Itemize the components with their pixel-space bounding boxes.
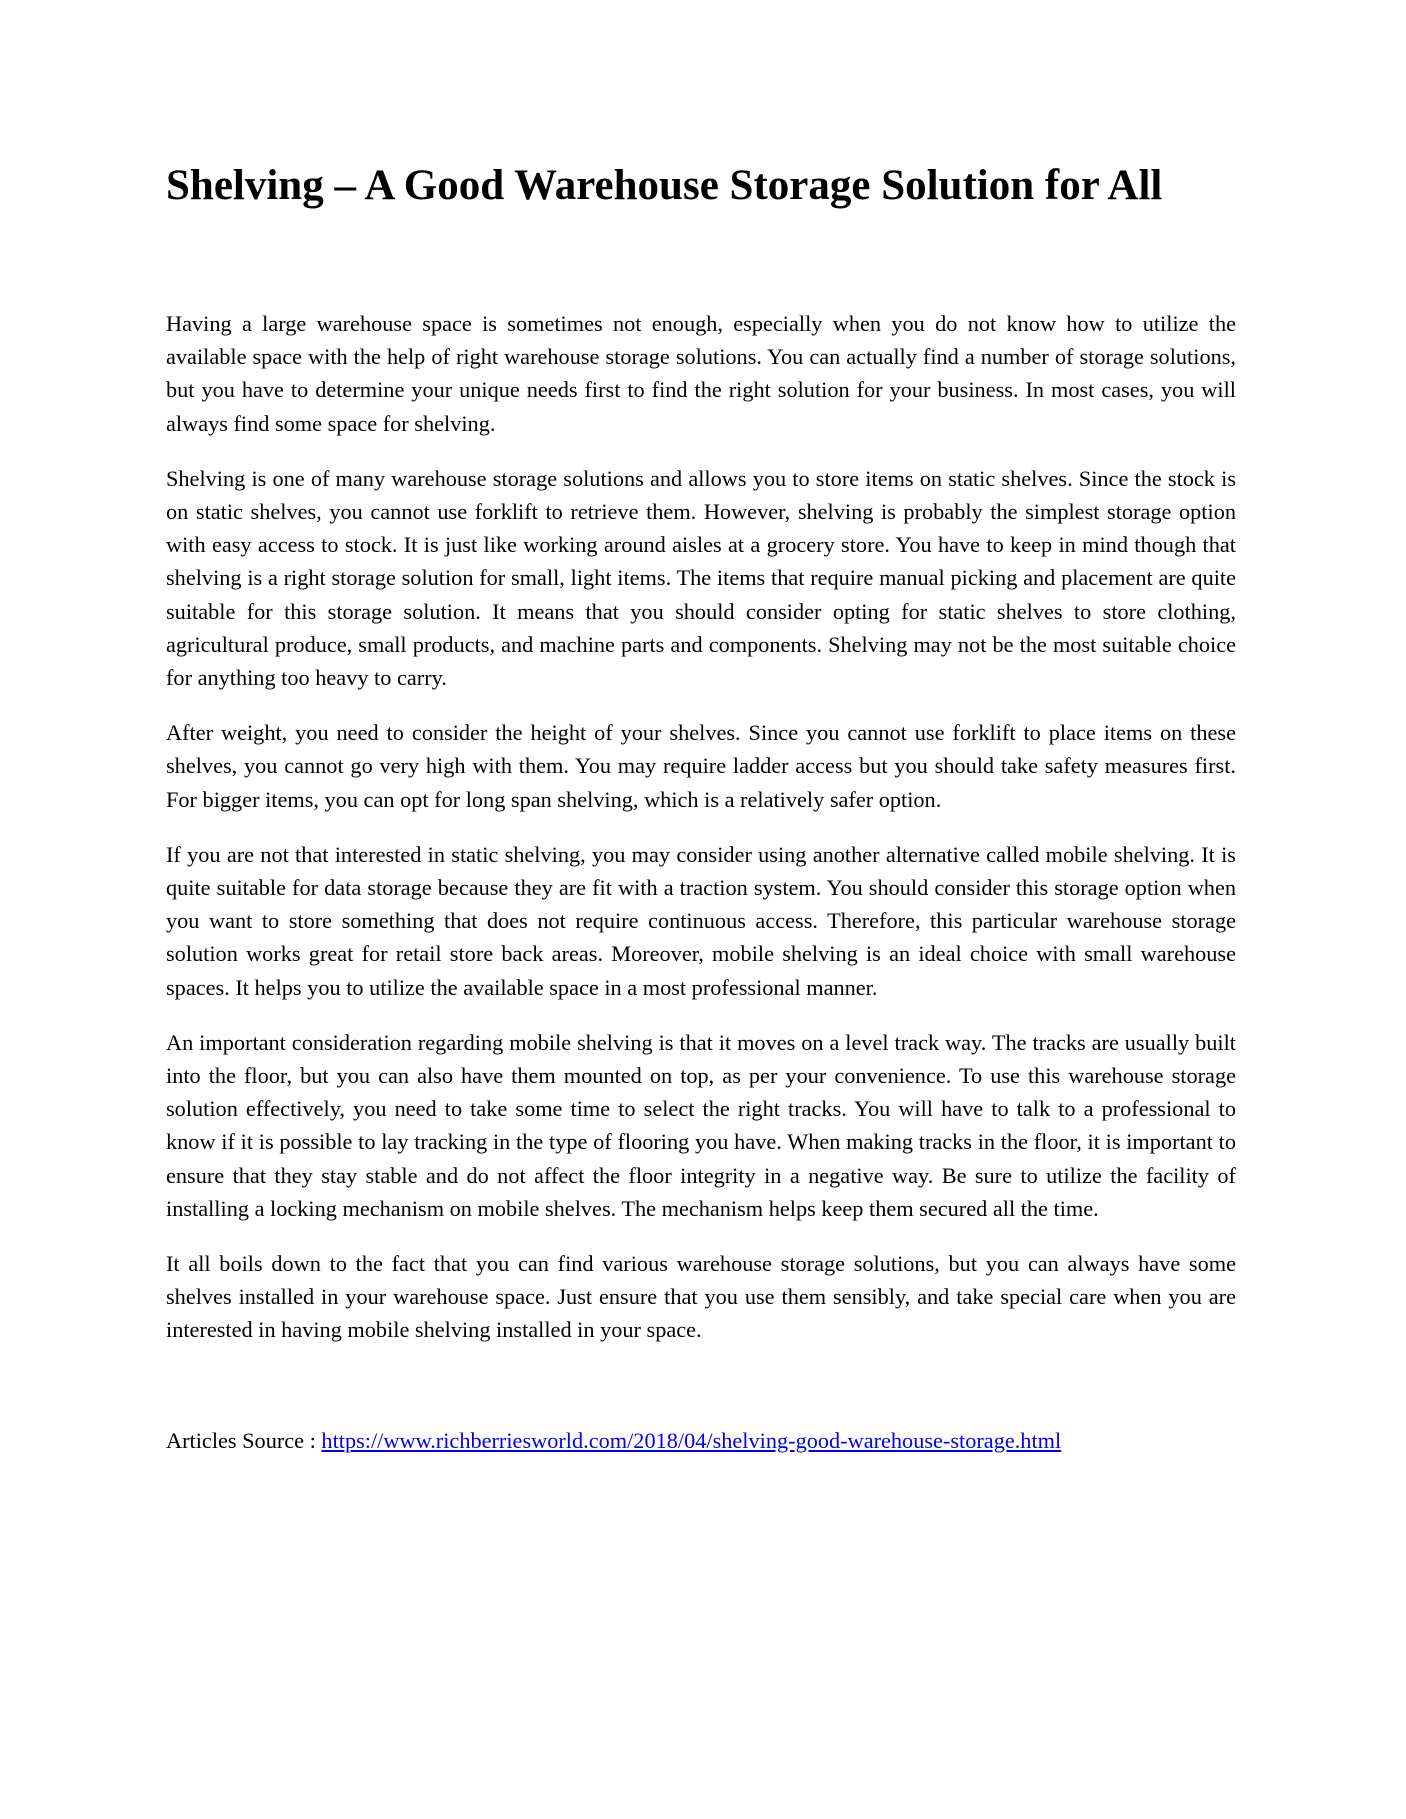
paragraph-1: Having a large warehouse space is sometimes not enough, especially when you do not know how to utilize the available space with the help of right warehouse storage solutions. You can actually find a number of storage solutions, but you have to determine your unique needs first to find the right solution for your business. In most cases, you will always find some space for shelving. — [166, 311, 1236, 436]
paragraph-5: An important consideration regarding mobile shelving is that it moves on a level track way. The tracks are usually built into the floor, but you can also have them mounted on top, as per your convenience. To use this warehouse storage solution effectively, you need to take some time to select the right tracks. You will have to talk to a professional to know if it is possible to lay tracking in the type of flooring you have. When making tracks in the floor, it is important to ensure that they stay stable and do not affect the floor integrity in a negative way. Be sure to utilize the facility of installing a locking mechanism on mobile shelves. The mechanism helps keep them secured all the time. — [166, 1029, 1236, 1221]
document-body — [166, 307, 1236, 1347]
document-title: Shelving – A Good Warehouse Storage Solution for All — [166, 162, 1163, 209]
paragraph-3: After weight, you need to consider the height of your shelves. Since you cannot use forklift to place items on these shelves, you cannot go very high with them. You may require ladder access but you should take safety measures first. For bigger items, you can opt for long span shelving, which is a relatively safer option. — [166, 720, 1236, 812]
paragraph-6: It all boils down to the fact that you can find various warehouse storage solutions, but you can always have some shelves installed in your warehouse space. Just ensure that you use them sensibly, and take special care when you are interested in having mobile shelving installed in your space. — [166, 1251, 1236, 1343]
paragraph-4: If you are not that interested in static shelving, you may consider using another alternative called mobile shelving. It is quite suitable for data storage because they are fit with a traction system. You should consider this storage option when you want to store something that does not require continuous access. Therefore, this particular warehouse storage solution works great for retail store back areas. Moreover, mobile shelving is an ideal choice with small warehouse spaces. It helps you to utilize the available space in a most professional manner. — [166, 841, 1236, 1000]
document-content — [166, 160, 1236, 1457]
paragraph-2: Shelving is one of many warehouse storage solutions and allows you to store items on static shelves. Since the stock is on static shelves, you cannot use forklift to retrieve them. However, shelving is probably the simplest storage option with easy access to stock. It is just like working around aisles at a grocery store. You have to keep in mind though that shelving is a right storage solution for small, light items. The items that require manual picking and placement are quite suitable for this storage solution. It means that you should consider opting for static shelves to store clothing, agricultural produce, small products, and machine parts and components. Shelving may not be the most suitable choice for anything too heavy to carry. — [166, 465, 1236, 691]
articles-source — [166, 1424, 1236, 1457]
source-label: Articles Source : — [166, 1427, 322, 1453]
source-link[interactable]: https://www.richberriesworld.com/2018/04/shelving-good-warehouse-storage.html — [321, 1427, 1062, 1453]
